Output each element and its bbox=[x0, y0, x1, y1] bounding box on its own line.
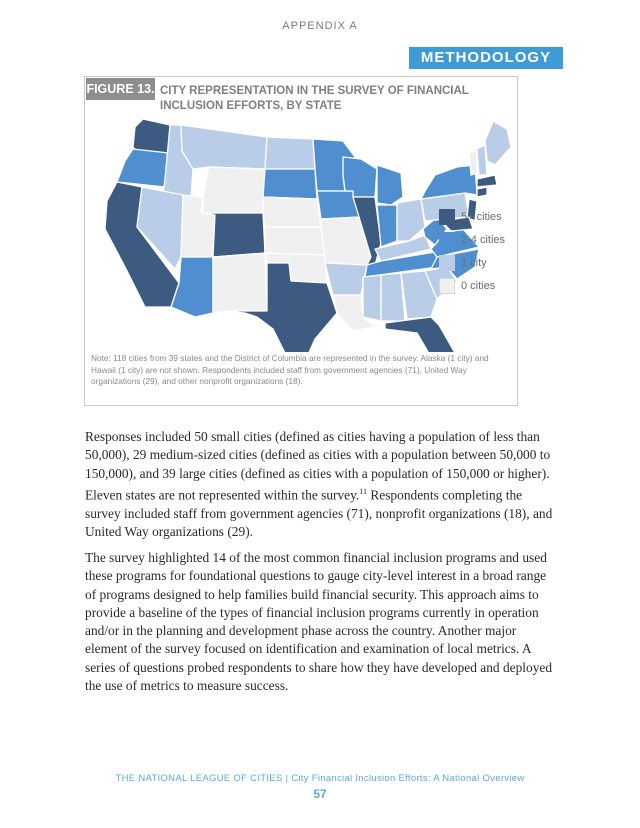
state-vermont bbox=[469, 151, 477, 175]
legend-label: 5+ cities bbox=[461, 210, 502, 223]
state-massachusetts bbox=[477, 175, 497, 187]
legend-swatch bbox=[439, 255, 455, 271]
state-indiana bbox=[377, 205, 397, 247]
figure-title: CITY REPRESENTATION IN THE SURVEY OF FINANCIAL INCLUSION EFFORTS, BY STATE bbox=[160, 85, 469, 112]
state-south-dakota bbox=[263, 169, 317, 199]
state-oregon bbox=[117, 149, 169, 187]
legend-swatch bbox=[439, 232, 455, 248]
body-paragraph-1 bbox=[85, 428, 555, 541]
state-wyoming bbox=[203, 167, 265, 213]
legend-item bbox=[439, 274, 505, 297]
state-kansas bbox=[265, 227, 325, 255]
footnote-marker[interactable]: 11 bbox=[359, 486, 367, 496]
map-legend bbox=[439, 205, 505, 297]
state-maine bbox=[485, 121, 511, 165]
state-montana bbox=[181, 125, 267, 169]
figure-label: FIGURE 13. bbox=[86, 78, 155, 100]
legend-label: 1 city bbox=[461, 256, 487, 269]
legend-item bbox=[439, 251, 505, 274]
state-north-dakota bbox=[265, 137, 315, 169]
appendix-label: APPENDIX A bbox=[282, 20, 358, 32]
figure-13 bbox=[84, 76, 518, 406]
state-nebraska bbox=[263, 197, 321, 227]
legend-swatch bbox=[439, 278, 455, 294]
legend-item bbox=[439, 228, 505, 251]
page-footer: THE NATIONAL LEAGUE OF CITIES | City Financial Inclusion Efforts: A National Overview bbox=[115, 773, 525, 784]
state-wisconsin bbox=[343, 157, 377, 197]
paragraph-text: Responses included 50 small cities (defined as cities having a population of less than 50,000), 29 medium-sized cities (defined as cities with a population between 50,000 to 150,000), and 39 large cities (defined as cities with a population of 150,000 or higher). Eleven states are not represented within the survey. bbox=[85, 429, 551, 503]
paragraph-text: Respondents completing the survey included staff from government agencies (71), nonprofit organizations (18), and United Way organizations (29). bbox=[85, 487, 553, 539]
section-tab: METHODOLOGY bbox=[409, 47, 563, 69]
state-new-mexico bbox=[213, 253, 267, 313]
legend-item bbox=[439, 205, 505, 228]
state-florida bbox=[385, 317, 455, 352]
page-number: 57 bbox=[313, 787, 327, 801]
legend-swatch bbox=[439, 209, 455, 225]
state-mississippi bbox=[363, 275, 381, 321]
state-connecticut bbox=[477, 187, 487, 197]
figure-note: Note: 118 cities from 39 states and the District of Columbia are represented in the survey. Alaska (1 city) and Hawaii (1 city) are not shown. Respondents included staff from government agencies (71), United Way organizations (29), and other nonprofit organizations (18). bbox=[91, 353, 489, 386]
state-arizona bbox=[171, 257, 213, 317]
state-new-york bbox=[421, 165, 477, 199]
legend-label: 0 cities bbox=[461, 279, 496, 292]
state-ohio bbox=[397, 199, 425, 241]
body-paragraph-2: The survey highlighted 14 of the most common financial inclusion programs and used these programs for foundational questions to gauge city-level interest in a broad range of programs designed to help families build financial security. This approach aims to provide a baseline of the types of financial inclusion programs currently in operation and/or in the planning and development phase across the country. Another major element of the survey focused on identification and examination of local metrics. A series of questions probed respondents to share how they have developed and deployed the use of metrics to measure success. bbox=[85, 550, 553, 694]
state-arkansas bbox=[325, 263, 367, 295]
state-michigan bbox=[377, 165, 403, 205]
legend-label: 2-4 cities bbox=[461, 233, 506, 246]
